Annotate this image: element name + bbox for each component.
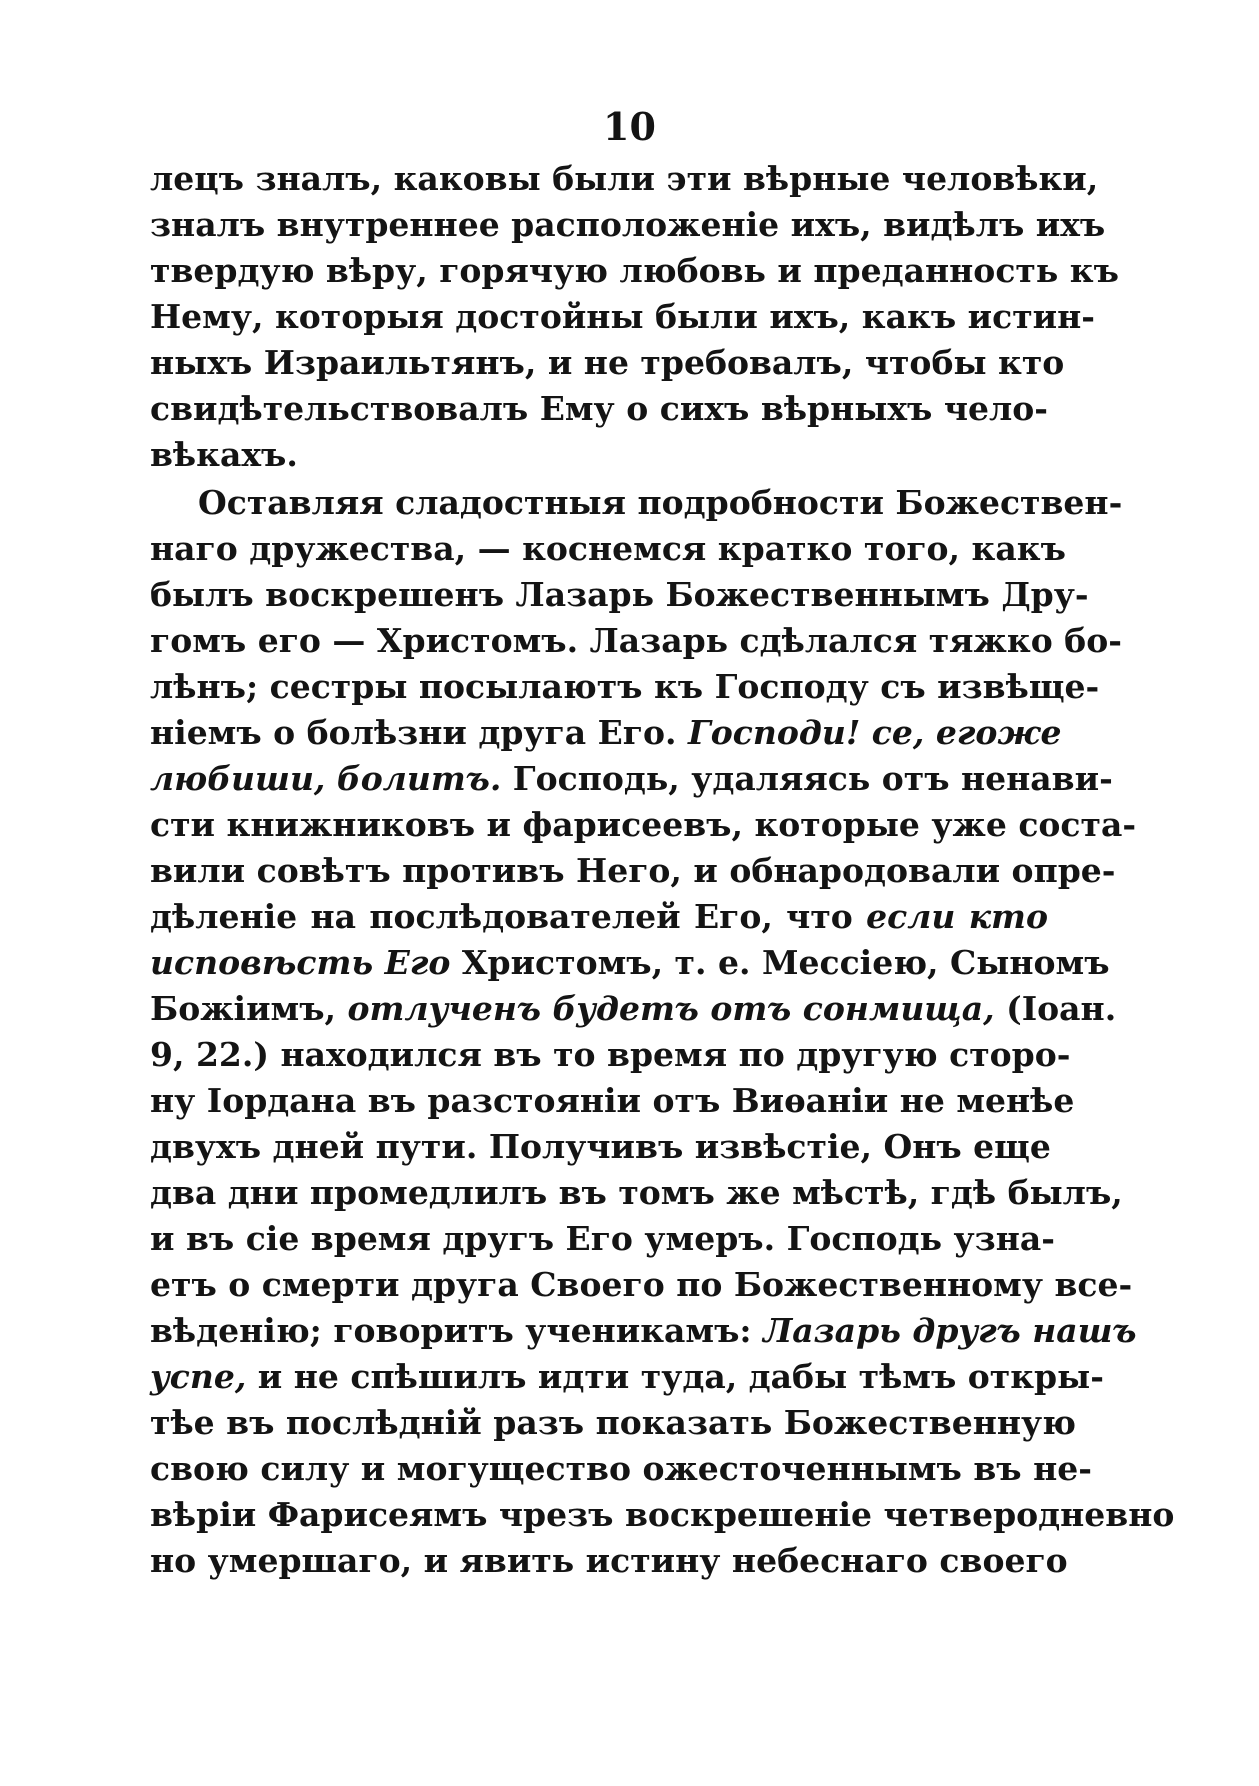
text-line: лецъ зналъ, каковы были эти вѣрные человѣки, — [150, 159, 1099, 198]
text-line: ныхъ Израильтянъ, и не требовалъ, чтобы кто — [150, 343, 1065, 382]
italic-quote: исповѣсть Его — [150, 943, 451, 982]
text-line: зналъ внутреннее расположеніе ихъ, видѣлъ ихъ — [150, 205, 1106, 244]
text-line: вѣріи Фарисеямъ чрезъ воскрешеніе четверодневно — [150, 1495, 1175, 1534]
text-line: Нему, которыя достойны были ихъ, какъ истин- — [150, 297, 1095, 336]
italic-quote: успе, — [150, 1357, 247, 1396]
text-line: любиши, болитъ. Господь, удаляясь отъ ненави- — [150, 759, 1113, 798]
text-line: ну Іордана въ разстояніи отъ Виѳаніи не менѣе — [150, 1081, 1075, 1120]
text-line: Божіимъ, отлученъ будетъ отъ сонмища, (Іоан. — [150, 989, 1117, 1028]
text-line: свою силу и могущество ожесточеннымъ въ не- — [150, 1449, 1092, 1488]
text-line: былъ воскрешенъ Лазарь Божественнымъ Дру- — [150, 575, 1089, 614]
text-line: двухъ дней пути. Получивъ извѣстіе, Онъ еще — [150, 1127, 1051, 1166]
italic-quote: Господи! се, егоже — [687, 713, 1062, 752]
text-line: и въ сіе время другъ Его умеръ. Господь узна- — [150, 1219, 1055, 1258]
text-line: гомъ его — Христомъ. Лазарь сдѣлался тяжко бо- — [150, 621, 1122, 660]
text-line: дѣленіе на послѣдователей Его, что если кто — [150, 897, 1048, 936]
text-line: етъ о смерти друга Своего по Божественному все- — [150, 1265, 1133, 1304]
text-line: наго дружества, — коснемся кратко того, какъ — [150, 529, 1066, 568]
italic-quote: Лазарь другъ нашъ — [763, 1311, 1137, 1350]
text-line: вили совѣтъ противъ Него, и обнародовали опре- — [150, 851, 1116, 890]
italic-quote: любиши, болитъ. — [150, 759, 502, 798]
text-line: твердую вѣру, горячую любовь и преданность къ — [150, 251, 1119, 290]
italic-quote: отлученъ будетъ отъ сонмища, — [347, 989, 995, 1028]
text-line: вѣкахъ. — [150, 435, 298, 474]
text-line: лѣнъ; сестры посылаютъ къ Господу съ извѣще- — [150, 667, 1100, 706]
text-line: ніемъ о болѣзни друга Его. Господи! се, егоже — [150, 713, 1062, 752]
text-line: успе, и не спѣшилъ идти туда, дабы тѣмъ откры- — [150, 1357, 1104, 1396]
italic-quote: если кто — [866, 897, 1048, 936]
text-line: исповѣсть Его Христомъ, т. е. Мессіею, Сыномъ — [150, 943, 1110, 982]
page-number: 10 — [603, 104, 656, 149]
text-line: два дни промедлилъ въ томъ же мѣстѣ, гдѣ былъ, — [150, 1173, 1123, 1212]
text-line: но умершаго, и явить истину небеснаго своего — [150, 1541, 1068, 1580]
text-line: свидѣтельствовалъ Ему о сихъ вѣрныхъ чело- — [150, 389, 1048, 428]
text-line: вѣденію; говоритъ ученикамъ: Лазарь другъ нашъ — [150, 1311, 1137, 1350]
body-text — [150, 156, 1175, 1584]
text-line: тѣе въ послѣдній разъ показать Божественную — [150, 1403, 1076, 1442]
text-line: сти книжниковъ и фарисеевъ, которые уже соста- — [150, 805, 1137, 844]
text-line: Оставляя сладостныя подробности Божествен- — [198, 483, 1123, 522]
text-line: 9, 22.) находился въ то время по другую сторо- — [150, 1035, 1071, 1074]
